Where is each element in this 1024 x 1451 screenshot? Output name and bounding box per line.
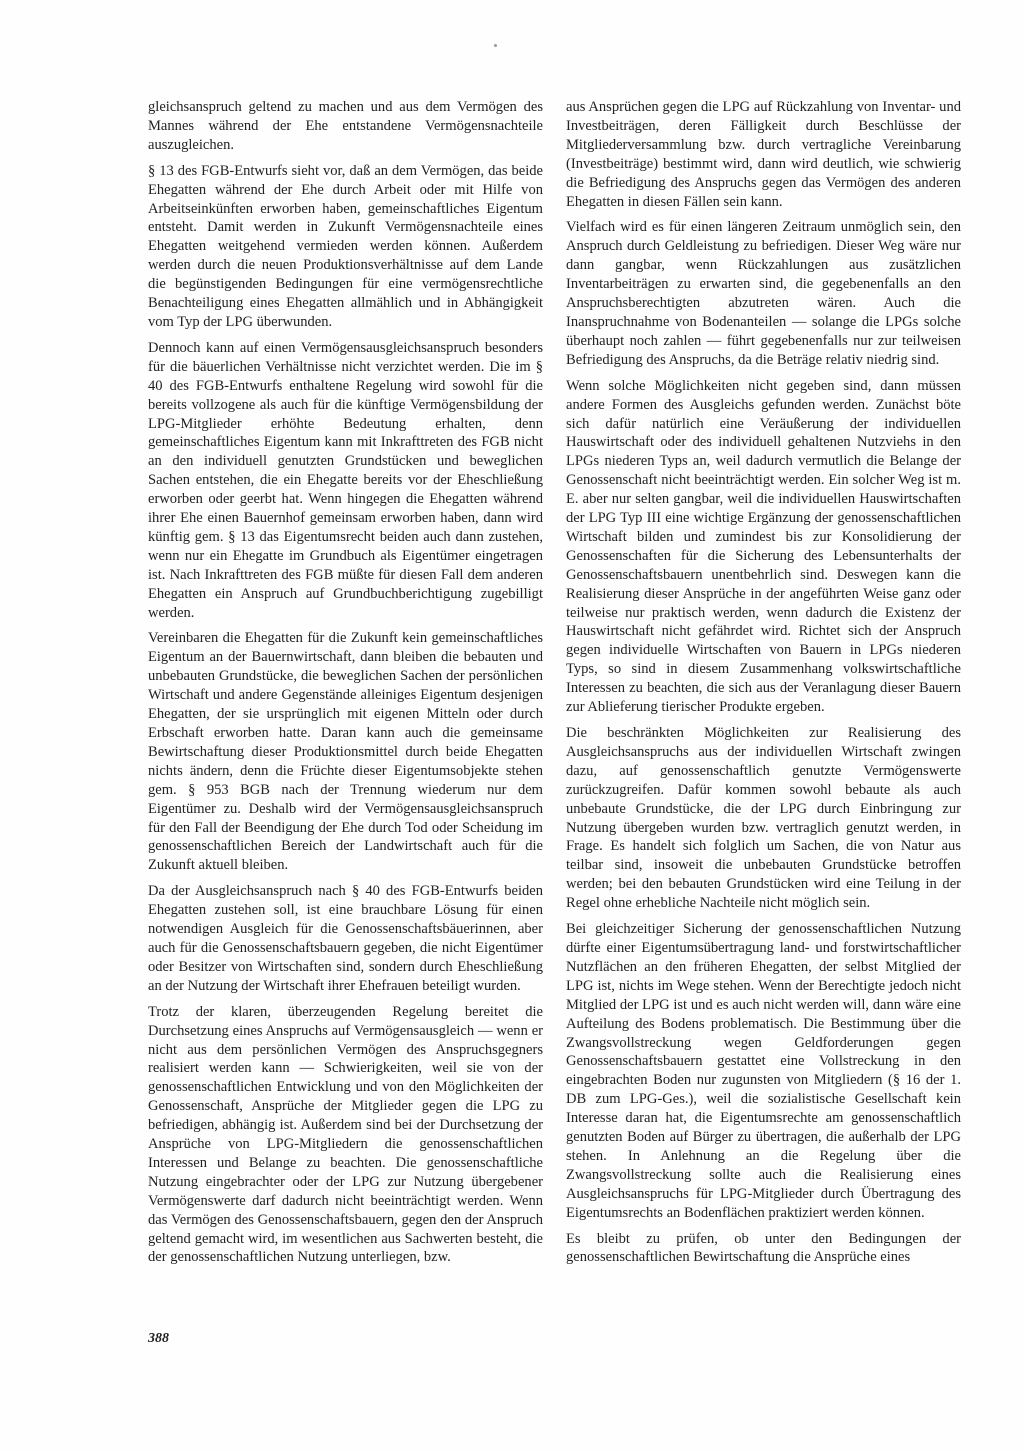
paragraph: Vielfach wird es für einen längeren Zeitraum unmöglich sein, den Anspruch durch Geldleistung zu befriedigen. Dieser Weg wäre nur dann gangbar, wenn Rückzahlungen aus zusätzlichen Inventarbeiträgen zu erwarten sind, die gegebenenfalls an den Anspruchsberechtigten abzutreten wären. Auch die Inanspruchnahme von Bodenanteilen — solange die LPGs solche überhaupt noch zahlen — führt gegebenenfalls nur zur teilweisen Befriedigung des Anspruchs, da die Beträge relativ niedrig sind.: [566, 219, 961, 368]
paragraph: aus Ansprüchen gegen die LPG auf Rückzahlung von Inventar- und Investbeiträgen, deren Fälligkeit durch Beschlüsse der Mitgliederversammlung bzw. durch vertragliche Vereinbarung (Investbeiträge) bestimmt wird, dann wird deutlich, wie schwierig die Befriedigung des Anspruchs gegen das Vermögen des anderen Ehegatten in diesen Fällen sein kann.: [566, 99, 961, 210]
paragraph: Trotz der klaren, überzeugenden Regelung bereitet die Durchsetzung eines Anspruchs auf Vermögensausgleich — wenn er nicht aus dem persönlichen Vermögen des Anspruchsgegners realisiert werden kann — Schwierigkeiten, weil sie von der genossenschaftlichen Entwicklung und von den Möglichkeiten der Genossenschaft, Ansprüche der Mitglieder gegen die LPG zu befriedigen, abhängig ist. Außerdem sind bei der Durchsetzung der Ansprüche von LPG-Mitgliedern die genossenschaftlichen Interessen und Belange zu beachten. Die genossenschaftliche Nutzung eingebrachter oder der LPG zur Nutzung übergebener Vermögenswerte darf dadurch nicht beeinträchtigt werden. Wenn das Vermögen des Genossenschaftsbauern, gegen den der Anspruch geltend gemacht wird, im wesentlichen aus Sachwerten besteht, die der genossenschaftlichen Nutzung unterliegen, bzw.: [148, 1003, 543, 1266]
paragraph: Die beschränkten Möglichkeiten zur Realisierung des Ausgleichsanspruchs aus der individuellen Wirtschaft zwingen dazu, auf genossenschaftlich genutzte Vermögenswerte zurückzugreifen. Dafür kommen sowohl bebaute als auch unbebaute Grundstücke, die der LPG durch Einbringung zur Nutzung übergeben wurden bzw. vertraglich genutzt werden, in Frage. Es handelt sich folglich um Sachen, die von Natur aus teilbar sind, insoweit die unbebauten Grundstücke betroffen werden; bei den bebauten Grundstücken wird eine Teilung in der Regel ohne erhebliche Nachteile nicht möglich sein.: [566, 725, 961, 912]
paragraph: Es bleibt zu prüfen, ob unter den Bedingungen der genossenschaftlichen Bewirtschaftung die Ansprüche eines: [566, 1230, 961, 1266]
paragraph: gleichsanspruch geltend zu machen und aus dem Vermögen des Mannes während der Ehe entstandene Vermögensnachteile auszugleichen.: [148, 99, 543, 153]
paragraph: Da der Ausgleichsanspruch nach § 40 des FGB-Entwurfs beiden Ehegatten zustehen soll, ist eine brauchbare Lösung für einen notwendigen Ausgleich für die Genossenschaftsbäuerinnen, aber auch für die Genossenschaftsbauern gegeben, die nicht Eigentümer oder Besitzer von Wirtschaften sind, sondern durch Eheschließung an der Nutzung der Wirtschaft ihrer Ehefrauen beteiligt wurden.: [148, 883, 543, 994]
page-number: 388: [148, 1331, 169, 1346]
paragraph: Wenn solche Möglichkeiten nicht gegeben sind, dann müssen andere Formen des Ausgleichs gefunden werden. Zunächst böte sich dafür natürlich eine Veräußerung der individuellen Hauswirtschaft oder des individuell gehaltenen Nutzviehs in den LPGs niederen Typs an, weil dadurch vermutlich die Belange der Genossenschaft nicht beeinträchtigt werden. Ein solcher Weg ist m. E. aber nur selten gangbar, weil die individuellen Hauswirtschaften der LPG Typ III eine wichtige Ergänzung der genossenschaftlichen Wirtschaft bilden und zumindest bis zur Konsolidierung der Genossenschaften für die Sicherung des Lebensunterhalts der Genossenschaftsbauern unentbehrlich sind. Deswegen kann die Realisierung dieser Ansprüche in der angeführten Weise ganz oder teilweise nur praktisch werden, wenn dadurch die Existenz der Hauswirtschaft nicht gefährdet wird. Richtet sich der Anspruch gegen individuelle Wirtschaften von Bauern in LPGs niederen Typs, so sind in diesem Zusammenhang volkswirtschaftliche Interessen zu beachten, die sich aus der Veranlagung dieser Bauern zur Ablieferung tierischer Produkte ergeben.: [566, 377, 961, 716]
paragraph: Dennoch kann auf einen Vermögensausgleichsanspruch besonders für die bäuerlichen Verhältnisse nicht verzichtet werden. Die im § 40 des FGB-Entwurfs enthaltene Regelung wird sowohl für die bereits vollzogene als auch für die künftige Vermögensbildung der LPG-Mitglieder erhöhte Bedeutung erhalten, denn gemeinschaftliches Eigentum kann mit Inkrafttreten des FGB nicht an den individuell genutzten Grundstücken und beweglichen Sachen entstehen, die ein Ehegatte bereits vor der Eheschließung erworben oder geerbt hat. Wenn hingegen die Ehegatten während ihrer Ehe einen Bauernhof gemeinsam erworben haben, dann wird künftig gem. § 13 das Eigentumsrecht beiden auch dann zustehen, wenn nur ein Ehegatte im Grundbuch als Eigentümer eingetragen ist. Nach Inkrafttreten des FGB müßte für diesen Fall dem anderen Ehegatten ein Anspruch auf Grundbuchberichtigung zugebilligt werden.: [148, 339, 543, 621]
scan-speck: [494, 44, 497, 47]
paragraph: Bei gleichzeitiger Sicherung der genossenschaftlichen Nutzung dürfte einer Eigentumsübertragung land- und forstwirtschaftlicher Nutzflächen an den früheren Ehegatten, der selbst Mitglied der LPG ist, nichts im Wege stehen. Wenn der Berechtigte jedoch nicht Mitglied der LPG ist und es auch nicht werden will, dann wäre eine Aufteilung des Bodens problematisch. Die Bestimmung über die Zwangsvollstreckung wegen Geldforderungen gegen Genossenschaftsbauern gestattet eine Vollstreckung in den eingebrachten Boden nur zugunsten von Mitgliedern (§ 16 der 1. DB zum LPG-Ges.), weil die sozialistische Gesellschaft kein Interesse daran hat, die Eigentumsrechte am genossenschaftlich genutzten Boden auf Bürger zu übertragen, die außerhalb der LPG stehen. In Anlehnung an die Regelung über die Zwangsvollstreckung sollte auch die Realisierung eines Ausgleichsanspruchs für LPG-Mitglieder durch Übertragung des Eigentumsrechts an Bodenflächen praktiziert werden können.: [566, 921, 961, 1221]
right-column: [566, 98, 961, 1274]
left-column: [148, 98, 543, 1274]
paragraph: § 13 des FGB-Entwurfs sieht vor, daß an dem Vermögen, das beide Ehegatten während der Ehe durch Arbeit oder mit Hilfe von Arbeitseinkünften erworben haben, gemeinschaftliches Eigentum entsteht. Damit werden in Zukunft Vermögensnachteile eines Ehegatten weitgehend vermieden werden können. Außerdem werden durch die neuen Produktionsverhältnisse auf dem Lande die begünstigenden Bedingungen für eine vermögensrechtliche Benachteiligung eines Ehegatten allmählich und in Abhängigkeit vom Typ der LPG überwunden.: [148, 162, 543, 330]
paragraph: Vereinbaren die Ehegatten für die Zukunft kein gemeinschaftliches Eigentum an der Bauernwirtschaft, dann bleiben die bebauten und unbebauten Grundstücke, die beweglichen Sachen der persönlichen Wirtschaft und andere Gegenstände alleiniges Eigentum desjenigen Ehegatten, der sie ursprünglich mit eigenen Mitteln oder durch Erbschaft erworben hatte. Daran kann auch die gemeinsame Bewirtschaftung dieser Produktionsmittel durch beide Ehegatten nichts ändern, denn die Früchte dieser Eigentumsobjekte stehen gem. § 953 BGB nach der Trennung wiederum nur dem Eigentümer zu. Deshalb wird der Vermögensausgleichsanspruch für den Fall der Beendigung der Ehe durch Tod oder Scheidung im genossenschaftlichen Bereich der Landwirtschaft auch für die Zukunft aktuell bleiben.: [148, 630, 543, 874]
